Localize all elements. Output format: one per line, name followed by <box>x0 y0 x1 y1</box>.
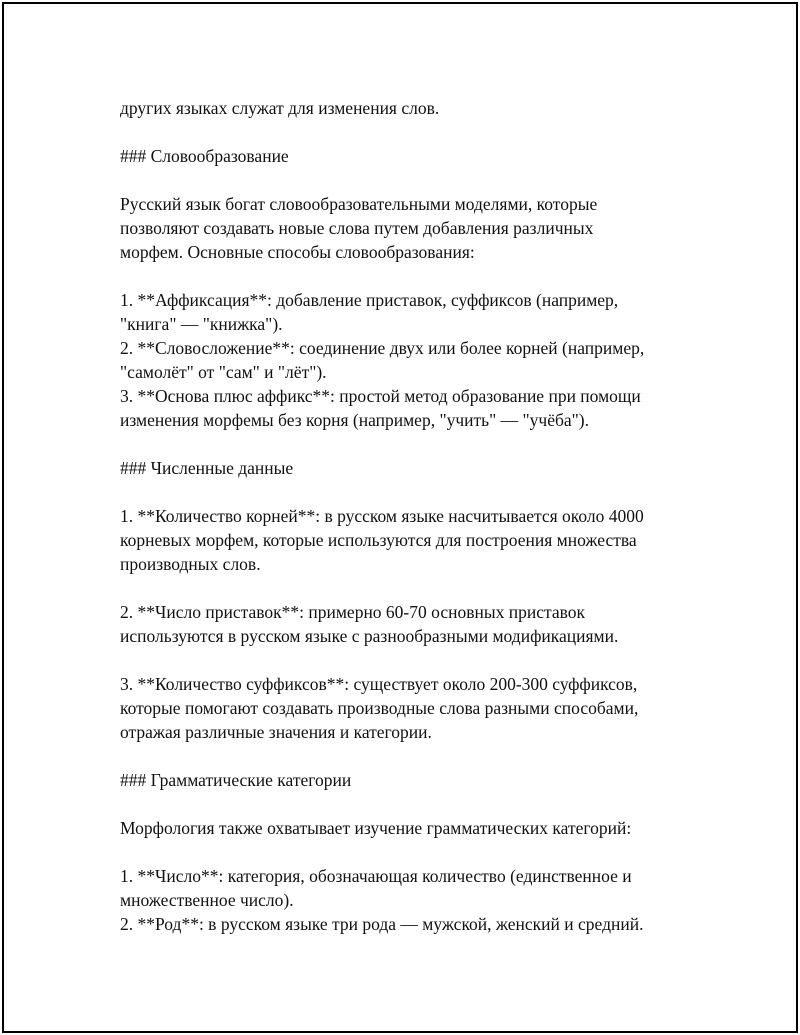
text-line: 2. **Число приставок**: примерно 60-70 основных приставок <box>120 602 585 622</box>
text-line: 1. **Количество корней**: в русском языке насчитывается около 4000 <box>120 506 644 526</box>
list-item-line: 3. **Основа плюс аффикс**: простой метод образование при помощи <box>120 386 641 406</box>
list-item-line: 1. **Число**: категория, обозначающая количество (единственное и <box>120 866 632 886</box>
heading-word-formation <box>120 144 720 168</box>
numeric-item-suffixes <box>120 672 720 744</box>
text-line: позволяют создавать новые слова путем добавления различных <box>120 218 594 238</box>
list-grammatical-categories <box>120 864 720 936</box>
text-line: отражая различные значения и категории. <box>120 722 432 742</box>
paragraph-grammatical-categories <box>120 816 720 840</box>
heading-text: ### Словообразование <box>120 146 289 166</box>
numeric-item-roots <box>120 504 720 576</box>
list-item-line: изменения морфемы без корня (например, "учить" — "учёба"). <box>120 410 590 430</box>
paragraph-word-formation <box>120 192 720 264</box>
document-page <box>2 2 798 1033</box>
list-word-formation-methods <box>120 288 720 432</box>
heading-text: ### Численные данные <box>120 458 294 478</box>
text-line: морфем. Основные способы словообразования: <box>120 242 475 262</box>
list-item-line: 2. **Род**: в русском языке три рода — мужской, женский и средний. <box>120 914 644 934</box>
text-line: используются в русском языке с разнообразными модификациями. <box>120 626 619 646</box>
heading-numeric-data <box>120 456 720 480</box>
list-item-line: 1. **Аффиксация**: добавление приставок, суффиксов (например, <box>120 290 619 310</box>
text-line: корневых морфем, которые используются для построения множества <box>120 530 637 550</box>
paragraph-intro-fragment <box>120 96 720 120</box>
list-item-line: множественное число). <box>120 890 294 910</box>
heading-text: ### Грамматические категории <box>120 770 352 790</box>
text-line: Русский язык богат словообразовательными моделями, которые <box>120 194 598 214</box>
numeric-item-prefixes <box>120 600 720 648</box>
text-line: других языках служат для изменения слов. <box>120 98 440 118</box>
text-line: Морфология также охватывает изучение грамматических категорий: <box>120 818 632 838</box>
list-item-line: "книга" — "книжка"). <box>120 314 283 334</box>
text-line: которые помогают создавать производные слова разными способами, <box>120 698 639 718</box>
heading-grammatical-categories <box>120 768 720 792</box>
text-line: 3. **Количество суффиксов**: существует около 200-300 суффиксов, <box>120 674 638 694</box>
document-body <box>120 96 720 936</box>
list-item-line: 2. **Словосложение**: соединение двух или более корней (например, <box>120 338 645 358</box>
text-line: производных слов. <box>120 554 261 574</box>
list-item-line: "самолёт" от "сам" и "лёт"). <box>120 362 327 382</box>
